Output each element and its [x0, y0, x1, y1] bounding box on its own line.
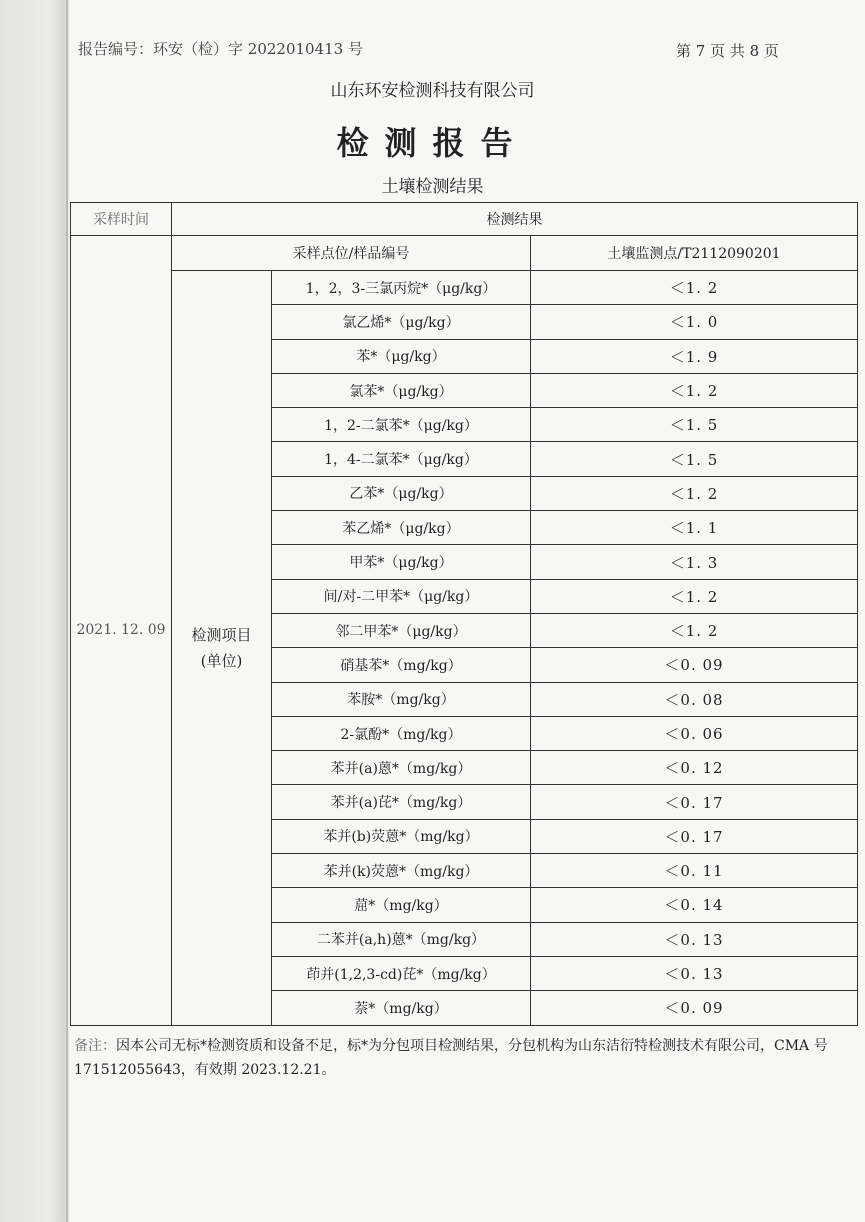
test-item-name: 苯*（μg/kg）: [272, 339, 531, 373]
test-item-name: 1，2，3-三氯丙烷*（μg/kg）: [272, 271, 531, 305]
soil-results-table: [70, 202, 858, 1026]
test-item-name: 1，4-二氯苯*（μg/kg）: [272, 442, 531, 476]
test-result-value: ＜1. 2: [531, 613, 858, 647]
sampling-date: 2021. 12. 09: [71, 236, 172, 1026]
test-result-value: ＜1. 2: [531, 476, 858, 510]
test-item-name: 邻二甲苯*（μg/kg）: [272, 613, 531, 647]
test-item-name: 氯乙烯*（μg/kg）: [272, 305, 531, 339]
test-result-value: ＜1. 0: [531, 305, 858, 339]
test-result-value: ＜0. 14: [531, 888, 858, 922]
report-number: 报告编号：环安（检）字 2022010413 号: [78, 40, 363, 58]
remarks: [74, 1034, 854, 1082]
table-row: [71, 271, 858, 305]
page-indicator: 第 7 页 共 8 页: [676, 42, 779, 60]
test-result-value: ＜0. 12: [531, 751, 858, 785]
sample-row: [71, 236, 858, 271]
test-item-name: 乙苯*（μg/kg）: [272, 476, 531, 510]
test-result-value: ＜0. 13: [531, 956, 858, 990]
test-item-name: 苯胺*（mg/kg）: [272, 682, 531, 716]
test-result-value: ＜1. 9: [531, 339, 858, 373]
test-result-value: ＜0. 17: [531, 819, 858, 853]
test-item-name: 2-氯酚*（mg/kg）: [272, 716, 531, 750]
report-title: 检测报告: [336, 124, 529, 162]
test-item-name: 䓛*（mg/kg）: [272, 888, 531, 922]
test-item-name: 间/对-二甲苯*（μg/kg）: [272, 579, 531, 613]
test-result-value: ＜1. 5: [531, 442, 858, 476]
test-item-name: 苯并(a)芘*（mg/kg）: [272, 785, 531, 819]
test-item-name: 氯苯*（μg/kg）: [272, 373, 531, 407]
test-item-label-line2: (单位): [200, 651, 243, 670]
test-item-name: 萘*（mg/kg）: [272, 991, 531, 1025]
test-item-name: 硝基苯*（mg/kg）: [272, 648, 531, 682]
test-result-value: ＜0. 08: [531, 682, 858, 716]
test-item-name: 苯并(k)荧蒽*（mg/kg）: [272, 854, 531, 888]
test-item-name: 1，2-二氯苯*（μg/kg）: [272, 408, 531, 442]
test-item-name: 二苯并(a,h)蒽*（mg/kg）: [272, 922, 531, 956]
table-header-row: [71, 203, 858, 236]
company-name: 山东环安检测科技有限公司: [330, 81, 535, 101]
test-result-value: ＜1. 2: [531, 579, 858, 613]
remarks-text: 因本公司无标*检测资质和设备不足，标*为分包项目检测结果，分包机构为山东洁衍特检测技术有限公司，CMA 号 171512055643，有效期 2023.12.21。: [74, 1038, 828, 1078]
sampling-time-header: 采样时间: [71, 203, 172, 236]
results-header: 检测结果: [172, 203, 858, 236]
test-item-name: 茚并(1,2,3-cd)芘*（mg/kg）: [272, 956, 531, 990]
test-item-label-line1: 检测项目: [191, 625, 252, 644]
sample-location-header: 采样点位/样品编号: [172, 236, 531, 271]
test-result-value: ＜0. 06: [531, 716, 858, 750]
test-result-value: ＜0. 17: [531, 785, 858, 819]
table-title: 土壤检测结果: [381, 177, 484, 197]
test-result-value: ＜1. 2: [531, 373, 858, 407]
test-result-value: ＜1. 2: [531, 271, 858, 305]
sample-id: 土壤监测点/T2112090201: [531, 236, 858, 271]
test-result-value: ＜1. 1: [531, 511, 858, 545]
test-item-name: 苯并(b)荧蒽*（mg/kg）: [272, 819, 531, 853]
test-item-name: 苯并(a)蒽*（mg/kg）: [272, 751, 531, 785]
test-result-value: ＜0. 09: [531, 991, 858, 1025]
test-item-name: 甲苯*（μg/kg）: [272, 545, 531, 579]
test-result-value: ＜1. 3: [531, 545, 858, 579]
test-result-value: ＜0. 09: [531, 648, 858, 682]
test-result-value: ＜0. 13: [531, 922, 858, 956]
test-result-value: ＜1. 5: [531, 408, 858, 442]
remarks-label: 备注：: [74, 1038, 116, 1054]
test-result-value: ＜0. 11: [531, 854, 858, 888]
test-item-name: 苯乙烯*（μg/kg）: [272, 511, 531, 545]
test-item-label: [172, 271, 272, 1026]
